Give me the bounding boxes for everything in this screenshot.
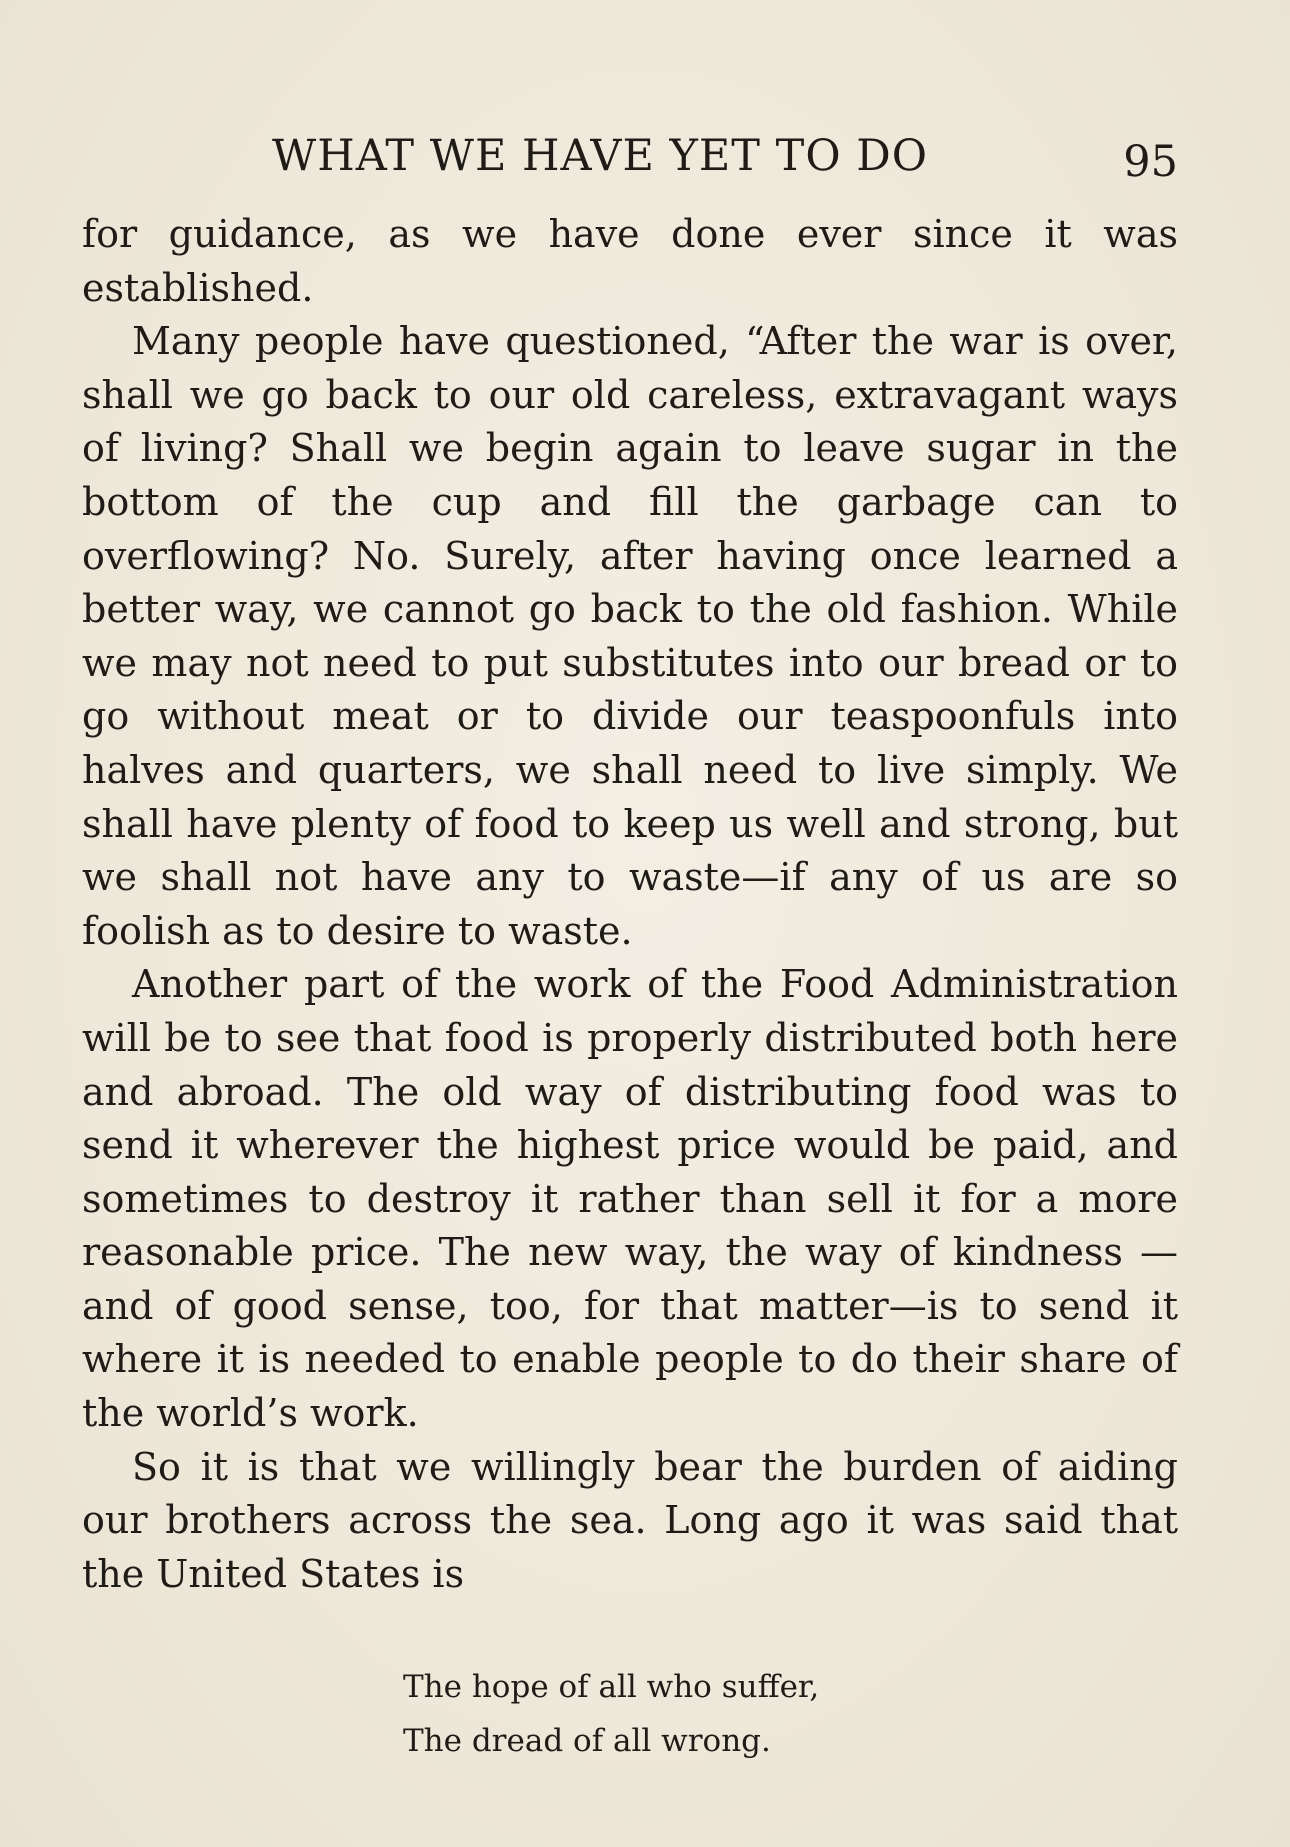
page-number: 95 [1123, 137, 1178, 187]
body-text [82, 208, 1178, 1601]
paragraph: Many people have questioned, “After the war is over, shall we go back to our old careless, extravagant ways of living? Shall we begin again to leave sugar in the bottom of the cup and fill the garbage can to overflowing? No. Surely, after having once learned a better way, we cannot go back to the old fashion. While we may not need to put substitutes into our bread or to go without meat or to divide our teaspoonfuls into halves and quarters, we shall need to live simply. We shall have plenty of food to keep us well and strong, but we shall not have any to waste—if any of us are so foolish as to desire to waste. [82, 319, 1178, 953]
paragraph-continued: for guidance, as we have done ever since it was established. [82, 212, 1178, 310]
verse-line: The dread of all wrong. [403, 1723, 771, 1759]
paragraph: So it is that we willingly bear the burden of aiding our brothers across the sea. Long ago it was said that the United States is [82, 1444, 1178, 1596]
running-title: WHAT WE HAVE YET TO DO [272, 131, 928, 181]
verse-line: The hope of all who suffer, [403, 1669, 820, 1705]
verse-quotation [403, 1660, 819, 1768]
running-head [82, 128, 1178, 187]
paragraph: Another part of the work of the Food Administration will be to see that food is properly distributed both here and abroad. The old way of distributing food was to send it wherever the highest price would be paid, and sometimes to destroy it rather than sell it for a more reasonable price. The new way, the way of kindness —and of good sense, too, for that matter—is to send it where it is needed to enable people to do their share of the world’s work. [82, 962, 1178, 1436]
